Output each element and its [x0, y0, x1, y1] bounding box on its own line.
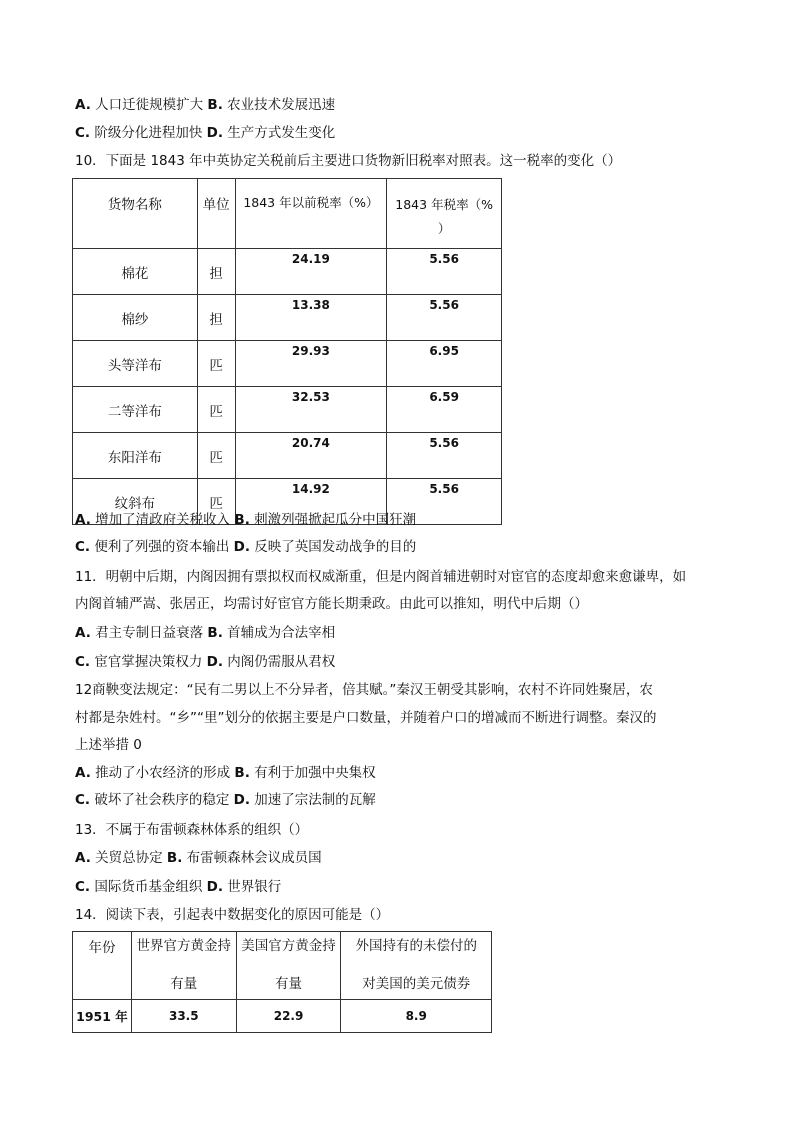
q9-options-ab: A. 人口迁徙规模扩大 B. 农业技术发展迅速	[75, 97, 336, 113]
q12-options-ab: A. 推动了小农经济的形成 B. 有利于加强中央集权	[75, 765, 376, 781]
q12-stem-line3: 上述举措 0	[75, 737, 142, 753]
q9-option-d: 生产方式发生变化	[227, 125, 336, 141]
q12-option-b: 有利于加强中央集权	[254, 765, 376, 781]
old-rate: 32.53	[235, 387, 387, 433]
q13-options-cd: C. 国际货币基金组织 D. 世界银行	[75, 879, 282, 895]
q11-option-a: 君主专制日益衰落	[95, 625, 204, 641]
year-cell: 1951 年	[73, 1000, 132, 1033]
q13-option-a: 关贸总协定	[95, 850, 163, 866]
q13-option-c: 国际货币基金组织	[94, 879, 203, 895]
old-rate: 14.92	[235, 479, 387, 525]
unit: 担	[197, 249, 235, 295]
q14-stem: 14．阅读下表，引起表中数据变化的原因可能是（）	[75, 907, 390, 923]
old-rate: 24.19	[235, 249, 387, 295]
q10-options-ab: A. 增加了清政府关税收入 B. 刺激列强掀起瓜分中国狂潮	[75, 512, 417, 528]
q13-option-b: 布雷顿森林会议成员国	[186, 850, 322, 866]
table-row	[73, 1000, 492, 1033]
header-year: 年份	[73, 932, 132, 1000]
goods-name: 纹斜布	[73, 479, 198, 525]
q11-option-d: 内阁仍需服从君权	[227, 654, 336, 670]
q13-stem: 13．不属于布雷顿森林体系的组织（）	[75, 822, 309, 838]
unit: 匹	[197, 479, 235, 525]
q12-option-a: 推动了小农经济的形成	[95, 765, 231, 781]
q10-stem: 10．下面是 1843 年中英协定关税前后主要进口货物新旧税率对照表。这一税率的变化（）	[75, 153, 622, 169]
new-rate: 5.56	[387, 249, 502, 295]
new-rate: 5.56	[387, 433, 502, 479]
new-rate: 6.59	[387, 387, 502, 433]
q10-option-a: 增加了清政府关税收入	[95, 512, 231, 528]
new-rate: 5.56	[387, 479, 502, 525]
q11-stem-line2: 内阁首辅严嵩、张居正，均需讨好宦官方能长期秉政。由此可以推知，明代中后期（）	[75, 596, 588, 612]
q13-options-ab: A. 关贸总协定 B. 布雷顿森林会议成员国	[75, 850, 322, 866]
old-rate: 20.74	[235, 433, 387, 479]
goods-name: 头等洋布	[73, 341, 198, 387]
goods-name: 二等洋布	[73, 387, 198, 433]
goods-name: 棉纱	[73, 295, 198, 341]
q10-option-d: 反映了英国发动战争的目的	[254, 539, 417, 555]
q13-option-d: 世界银行	[227, 879, 282, 895]
unit: 匹	[197, 341, 235, 387]
tariff-table	[72, 178, 502, 525]
old-rate: 29.93	[235, 341, 387, 387]
table-row	[73, 341, 502, 387]
q10-option-c: 便利了列强的资本输出	[94, 539, 230, 555]
header-foreign-debt: 外国持有的未偿付的 对美国的美元债券	[341, 932, 492, 1000]
q9-option-c: 阶级分化进程加快	[94, 125, 203, 141]
header-world-gold: 世界官方黄金持 有量	[131, 932, 236, 1000]
q10-option-b: 刺激列强掀起瓜分中国狂潮	[254, 512, 417, 528]
q9-option-b: 农业技术发展迅速	[227, 97, 336, 113]
q11-options-ab: A. 君主专制日益衰落 B. 首辅成为合法宰相	[75, 625, 336, 641]
goods-name: 棉花	[73, 249, 198, 295]
q12-stem-line1: 12商鞅变法规定：“民有二男以上不分异者，倍其赋。”秦汉王朝受其影响，农村不许同姓聚居，农	[75, 682, 653, 698]
q11-options-cd: C. 宦官掌握决策权力 D. 内阁仍需服从君权	[75, 654, 336, 670]
new-rate: 6.95	[387, 341, 502, 387]
q12-options-cd: C. 破坏了社会秩序的稳定 D. 加速了宗法制的瓦解	[75, 792, 376, 808]
q10-options-cd: C. 便利了列强的资本输出 D. 反映了英国发动战争的目的	[75, 539, 417, 555]
q11-stem-line1: 11．明朝中后期，内阁因拥有票拟权而权威渐重，但是内阁首辅进朝时对宦官的态度却愈来愈谦卑，如	[75, 569, 687, 585]
q9-option-a: 人口迁徙规模扩大	[95, 97, 204, 113]
world-gold-value: 33.5	[131, 1000, 236, 1033]
table-row	[73, 387, 502, 433]
header-unit: 单位	[197, 179, 235, 249]
q12-option-c: 破坏了社会秩序的稳定	[94, 792, 230, 808]
unit: 匹	[197, 433, 235, 479]
goods-name: 东阳洋布	[73, 433, 198, 479]
table-row	[73, 295, 502, 341]
q12-stem-line2: 村都是杂姓村。“乡”“里”划分的依据主要是户口数量，并随着户口的增减而不断进行调整。秦汉的	[75, 710, 657, 726]
foreign-debt-value: 8.9	[341, 1000, 492, 1033]
unit: 担	[197, 295, 235, 341]
q11-option-b: 首辅成为合法宰相	[227, 625, 336, 641]
us-gold-value: 22.9	[236, 1000, 341, 1033]
old-rate: 13.38	[235, 295, 387, 341]
unit: 匹	[197, 387, 235, 433]
header-old-rate: 1843 年以前税率（%）	[235, 179, 387, 249]
gold-table	[72, 931, 492, 1033]
header-us-gold: 美国官方黄金持 有量	[236, 932, 341, 1000]
table-row	[73, 433, 502, 479]
table-row	[73, 249, 502, 295]
header-new-rate: 1843 年税率（% ）	[387, 179, 502, 249]
gold-header-row	[73, 932, 492, 1000]
q11-option-c: 宦官掌握决策权力	[94, 654, 203, 670]
new-rate: 5.56	[387, 295, 502, 341]
q9-options-cd: C. 阶级分化进程加快 D. 生产方式发生变化	[75, 125, 336, 141]
q12-option-d: 加速了宗法制的瓦解	[254, 792, 376, 808]
tariff-header-row	[73, 179, 502, 249]
header-goods-name: 货物名称	[73, 179, 198, 249]
